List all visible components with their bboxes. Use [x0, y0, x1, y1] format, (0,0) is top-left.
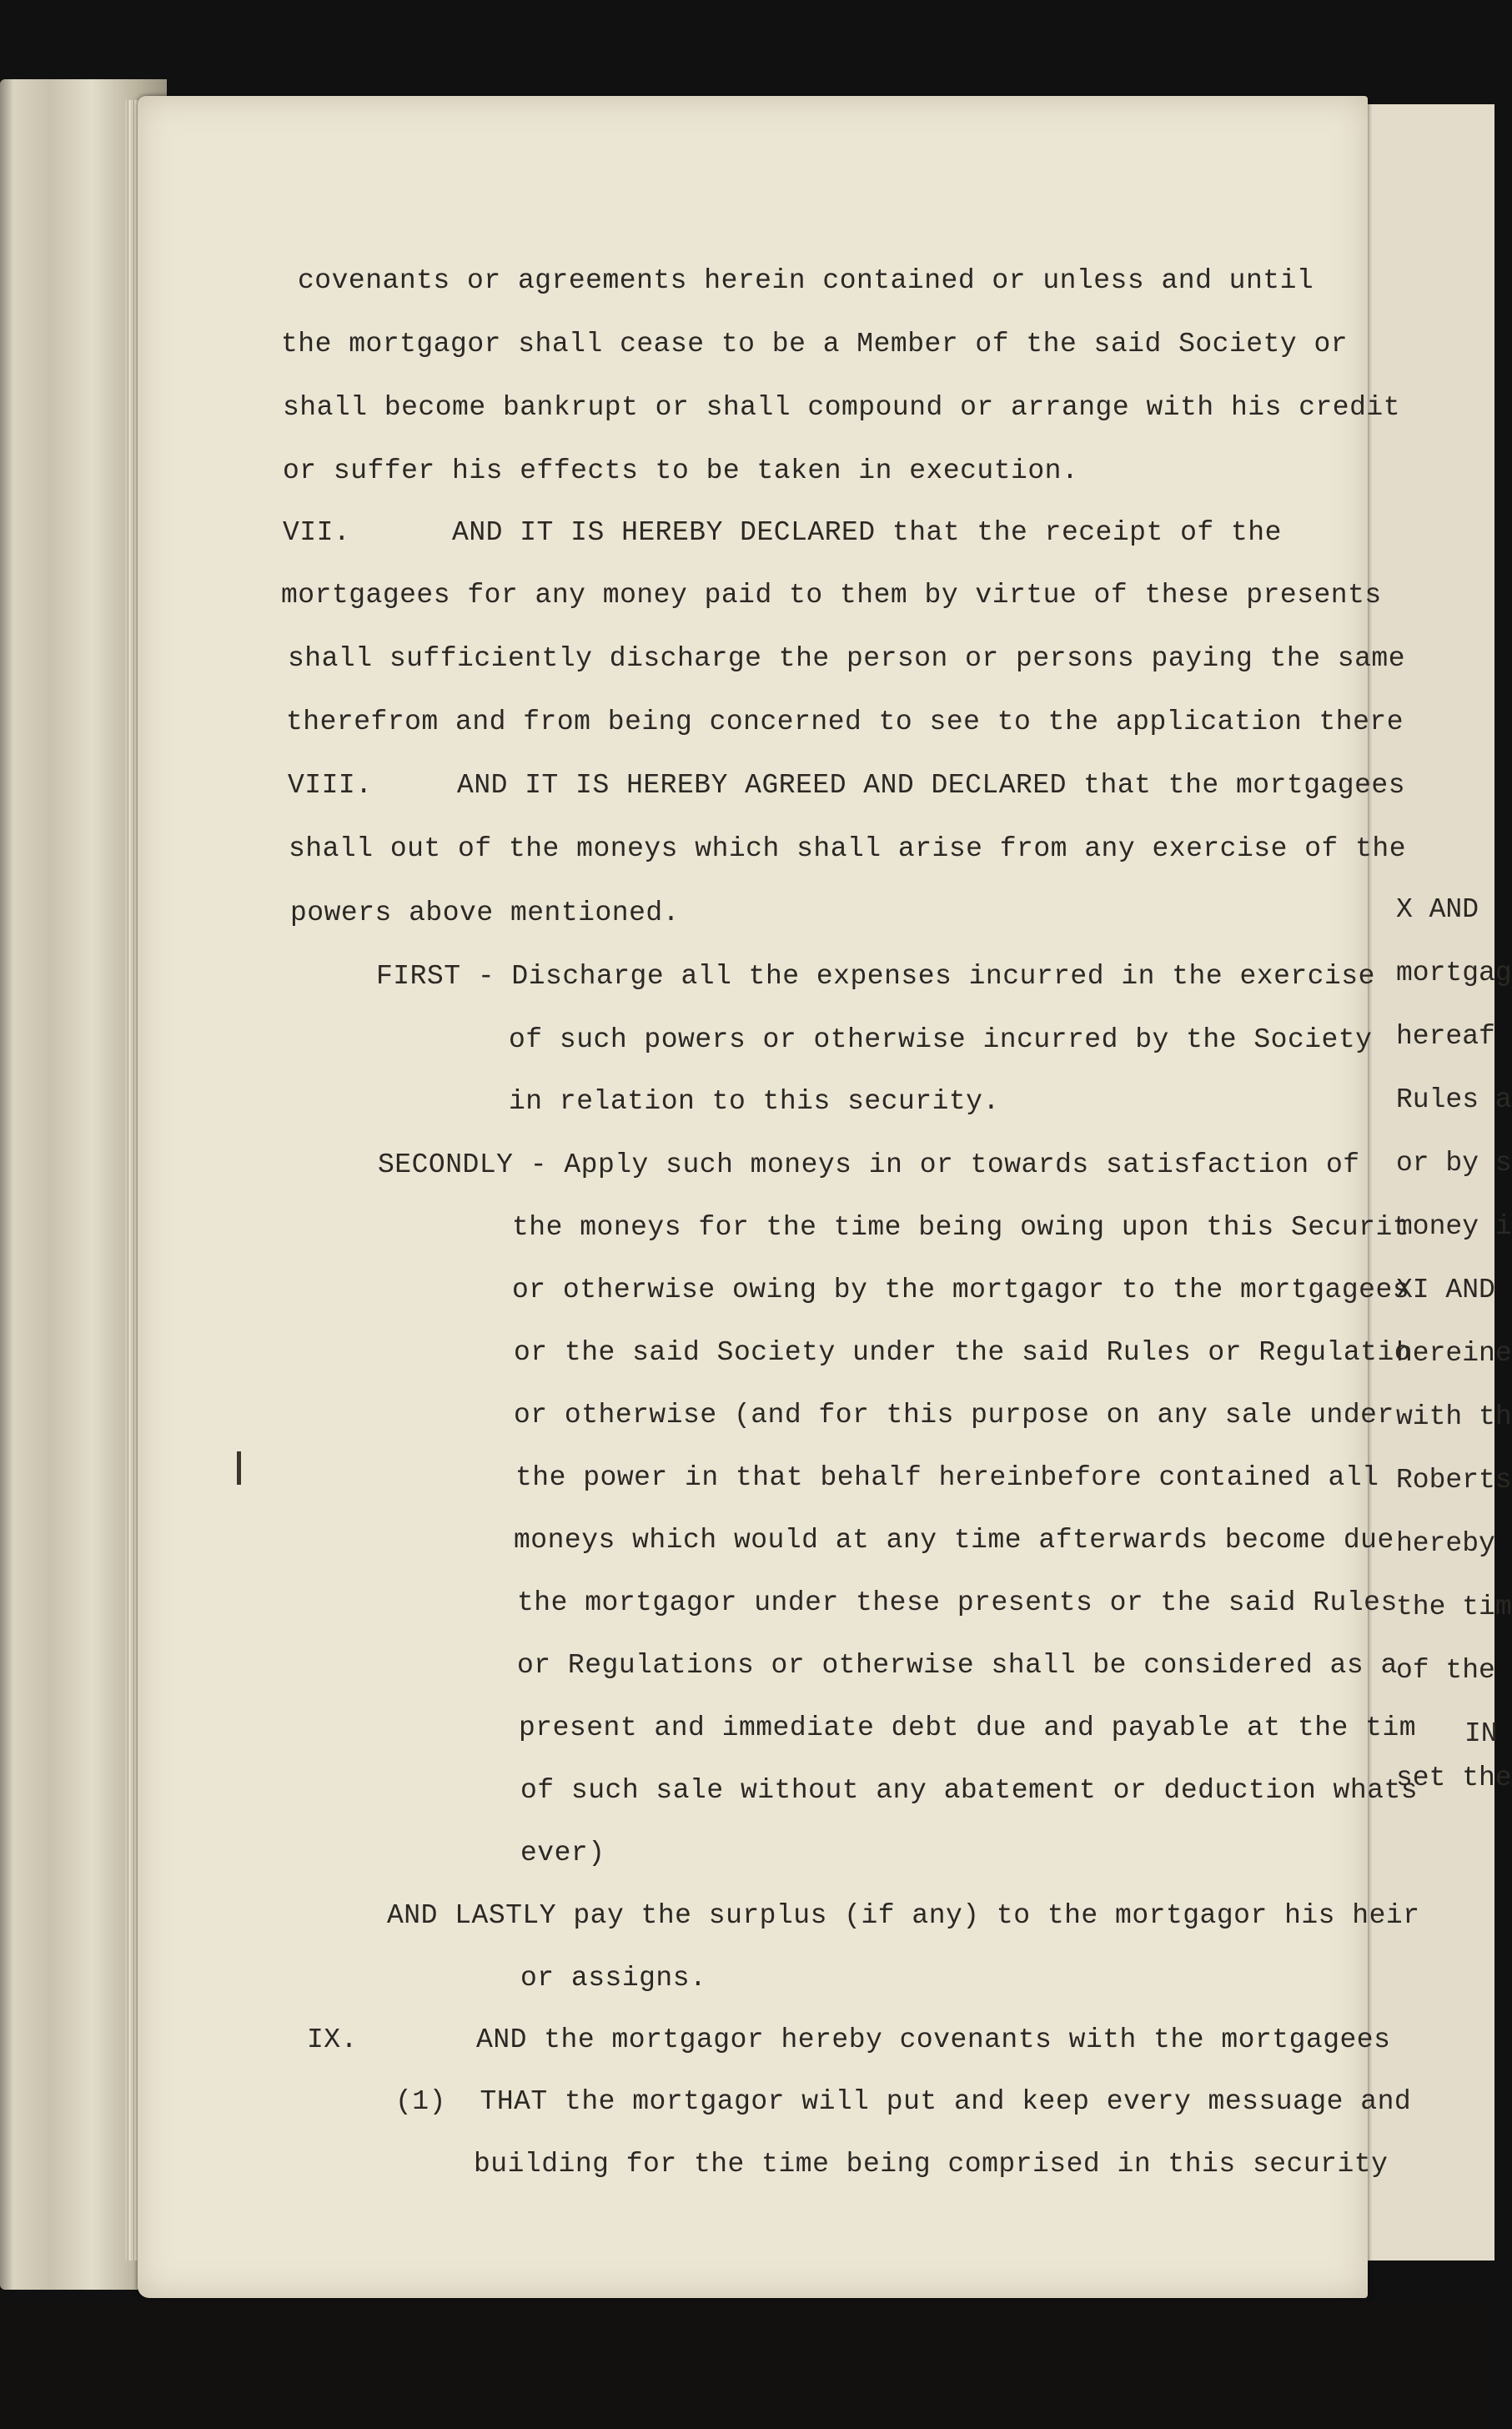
- right-text-line: hereine: [1396, 1338, 1512, 1369]
- text-line: (1) THAT the mortgagor will put and keep every messuage and: [395, 2086, 1412, 2117]
- text-line: therefrom and from being concerned to see to the application there: [286, 707, 1404, 737]
- right-text-line: hereaf: [1396, 1021, 1495, 1052]
- right-text-line: of the: [1396, 1655, 1495, 1686]
- text-line: VIII. AND IT IS HEREBY AGREED AND DECLARED that the mortgagees: [288, 770, 1406, 801]
- right-text-line: Rules a: [1396, 1084, 1512, 1115]
- right-text-line: set the: [1396, 1763, 1512, 1793]
- text-line: in relation to this security.: [509, 1086, 1000, 1117]
- text-line: IX. AND the mortgagor hereby covenants with the mortgagees: [307, 2024, 1391, 2055]
- text-line: shall out of the moneys which shall arise from any exercise of the: [289, 833, 1407, 864]
- text-line: of such sale without any abatement or deduction whats: [520, 1775, 1419, 1806]
- right-text-line: with th: [1396, 1401, 1512, 1432]
- main-page: [138, 96, 1368, 2298]
- text-line: powers above mentioned.: [290, 898, 680, 928]
- text-line: shall become bankrupt or shall compound or arrange with his credit: [283, 392, 1401, 423]
- text-line: shall sufficiently discharge the person or persons paying the same: [288, 643, 1406, 674]
- text-line: ever): [520, 1838, 605, 1868]
- right-text-line: or by s: [1396, 1148, 1512, 1179]
- right-text-line: money i: [1396, 1211, 1512, 1242]
- text-line: or the said Society under the said Rules or Regulatio: [514, 1337, 1412, 1368]
- text-line: the mortgagor under these presents or the said Rules: [517, 1587, 1398, 1618]
- text-line: the power in that behalf hereinbefore contained all: [515, 1462, 1379, 1493]
- table-surface: [0, 2302, 1492, 2429]
- text-line: SECONDLY - Apply such moneys in or towards satisfaction of: [378, 1149, 1360, 1180]
- right-text-line: the tim: [1396, 1592, 1512, 1622]
- right-text-line: IN: [1464, 1718, 1498, 1749]
- text-line: VII. AND IT IS HEREBY DECLARED that the receipt of the: [283, 517, 1282, 548]
- text-line: or Regulations or otherwise shall be considered as a: [517, 1650, 1398, 1681]
- text-line: or assigns.: [520, 1963, 707, 1994]
- text-line: moneys which would at any time afterwards become due: [514, 1525, 1394, 1556]
- right-text-line: X AND: [1396, 894, 1479, 925]
- right-text-line: XI AND: [1396, 1275, 1495, 1305]
- text-line: or otherwise owing by the mortgagor to the mortgagees: [512, 1275, 1410, 1305]
- right-text-line: Roberts: [1396, 1465, 1512, 1496]
- text-line: the moneys for the time being owing upon this Securit: [512, 1212, 1410, 1243]
- text-line: FIRST - Discharge all the expenses incurred in the exercise: [376, 961, 1375, 992]
- text-line: AND LASTLY pay the surplus (if any) to the mortgagor his heir: [387, 1900, 1420, 1931]
- text-line: or otherwise (and for this purpose on any sale under: [514, 1400, 1394, 1431]
- right-page: [1351, 104, 1494, 2261]
- text-line: the mortgagor shall cease to be a Member of the said Society or: [281, 329, 1349, 360]
- text-line: covenants or agreements herein contained or unless and until: [298, 265, 1314, 296]
- right-text-line: mortgag: [1396, 958, 1512, 988]
- text-line: or suffer his effects to be taken in execution.: [283, 455, 1079, 486]
- margin-mark: [237, 1451, 241, 1485]
- text-line: present and immediate debt due and payable at the tim: [519, 1712, 1417, 1743]
- text-line: of such powers or otherwise incurred by the Society: [509, 1024, 1373, 1055]
- text-line: building for the time being comprised in this security: [474, 2149, 1389, 2180]
- text-line: mortgagees for any money paid to them by virtue of these presents: [281, 580, 1382, 611]
- right-text-line: hereby: [1396, 1528, 1495, 1559]
